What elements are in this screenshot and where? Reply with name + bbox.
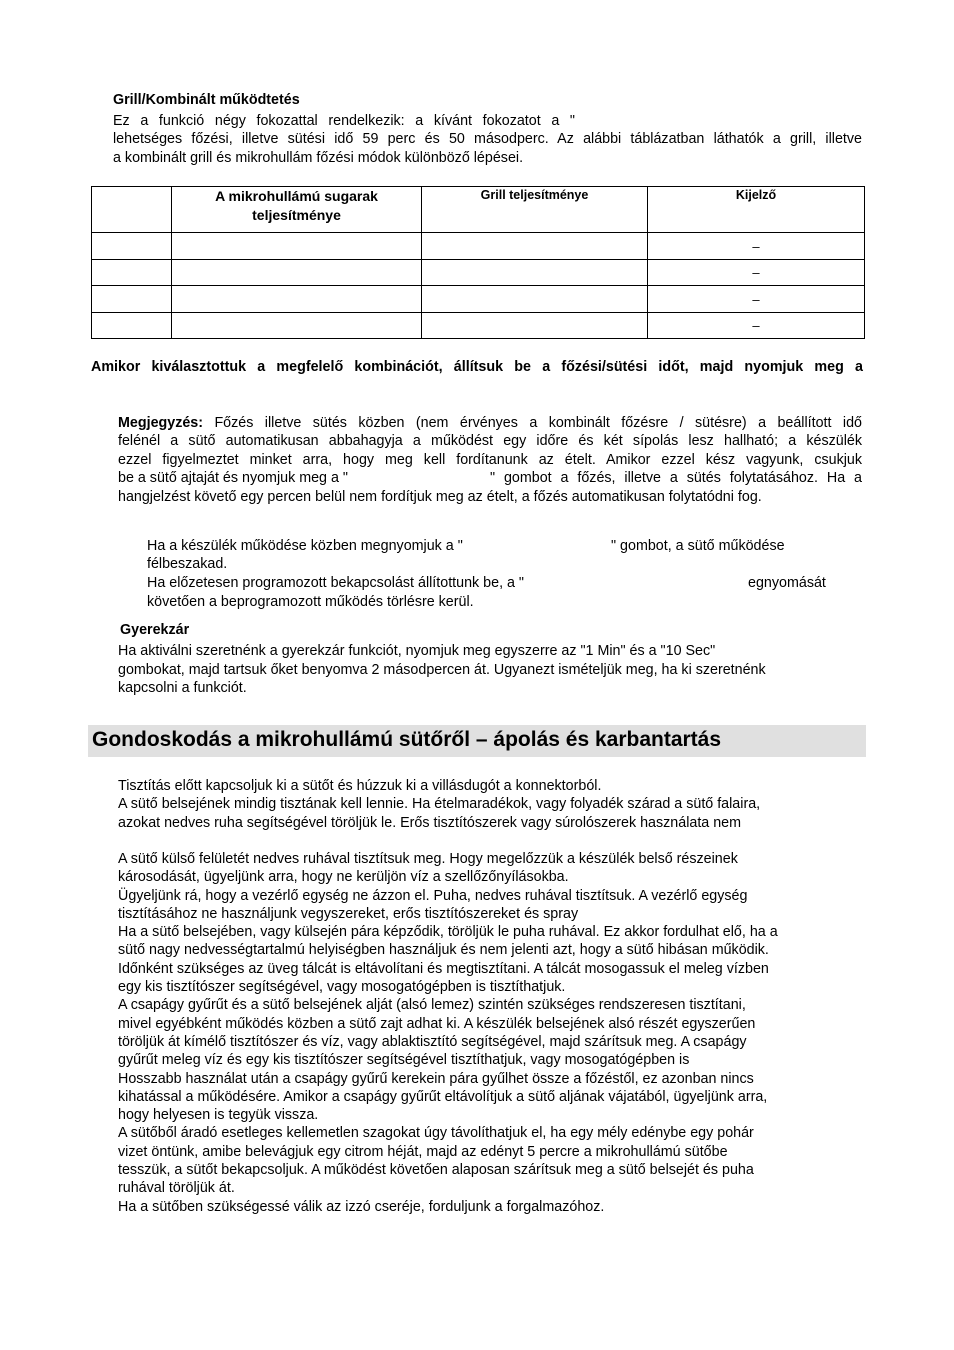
care-line: hogy helyesen is tegyük vissza. [118, 1107, 319, 1124]
care-paragraph-2 [118, 850, 778, 1216]
grill-intro-line-3: a kombinált grill és mikrohullám főzési módok különböző lépései. [113, 150, 524, 166]
care-line: ruhával töröljük át. [118, 1180, 235, 1197]
care-line: gyűrűt meleg víz és egy kis tisztítószer segítségével tisztíthatjuk, vagy mosogatógépben is [118, 1052, 690, 1069]
care-line: tisztításához ne használjunk vegyszereket, erős tisztítószereket és spray [118, 905, 579, 922]
cancel-line-3b: egnyomását [748, 575, 826, 591]
child-lock-heading: Gyerekzár [120, 622, 190, 638]
table-cell [172, 286, 422, 313]
table-cell [422, 313, 648, 339]
table-cell [92, 233, 172, 260]
table-cell-display: – [648, 313, 865, 339]
grill-intro-line-1: Ez a funkció négy fokozattal rendelkezik: a kívánt fokozatot a " [113, 113, 575, 129]
care-line: Ügyeljünk rá, hogy a vezérlő egység ne ázzon el. Puha, nedves ruhával tisztítsuk. A vezérlő egység [118, 887, 748, 904]
table-cell [172, 233, 422, 260]
table-row [92, 286, 865, 313]
cancel-line-1a: Ha a készülék működése közben megnyomjuk a " [147, 538, 463, 554]
care-line: kihatással a működésére. Amikor a csapágy gyűrűt eltávolítjuk a sütő aljának vájatából, ügyeljünk arra, [118, 1088, 768, 1105]
care-line: károsodását, ügyeljünk arra, hogy ne kerüljön víz a szellőzőnyílásokba. [118, 869, 569, 886]
care-paragraph-1 [118, 777, 760, 832]
note-line-2: felénél a sütő automatikusan abbahagyja a működést egy időre és két sípolás lesz hallható; a készülék [118, 433, 862, 449]
table-header-grill-power: Grill teljesítménye [422, 187, 648, 233]
grill-heading: Grill/Kombinált működtetés [113, 92, 300, 108]
care-section-title: Gondoskodás a mikrohullámú sütőről – ápolás és karbantartás [92, 728, 722, 751]
table-header-row [92, 187, 865, 233]
table-header-microwave-power: A mikrohullámú sugarak teljesítménye [172, 187, 422, 233]
cancel-line-4: követően a beprogramozott működés törlésre kerül. [147, 594, 474, 610]
table-header-step [92, 187, 172, 233]
care-line: Időnként szükséges az üveg tálcát is eltávolítani és megtisztítani. A tálcát mosogassuk el meleg vízben [118, 960, 769, 977]
table-cell [92, 286, 172, 313]
care-line: azokat nedves ruha segítségével töröljük le. Erős tisztítószerek vagy súrolószerek használata nem [118, 814, 742, 831]
care-line: töröljük át kímélő tisztítószer és víz, vagy ablaktisztító segítségével, majd szárítsuk meg. A csapágy [118, 1033, 747, 1050]
care-line: mivel egyébként működés közben a sütő zajt adhat ki. A készülék belsejének alsó részét egyszerűen [118, 1015, 756, 1032]
table-row [92, 233, 865, 260]
note-line-5: hangjelzést követő egy percen belül nem fordítjuk meg az ételt, a főzés automatikusan folytatódni fog. [118, 489, 762, 505]
care-line: Tisztítás előtt kapcsoljuk ki a sütőt és húzzuk ki a villásdugót a konnektorból. [118, 778, 602, 794]
child-lock-line-2: gombokat, majd tartsuk őket benyomva 2 másodpercen át. Ugyanezt ismételjük meg, ha ki szeretnénk [118, 662, 766, 678]
table-row [92, 260, 865, 286]
combo-instruction: Amikor kiválasztottuk a megfelelő kombinációt, állítsuk be a főzési/sütési időt, majd nyomjuk meg a [91, 359, 863, 375]
table-cell-display: – [648, 286, 865, 313]
cancel-line-3a: Ha előzetesen programozott bekapcsolást állítottunk be, a " [147, 575, 525, 591]
grill-intro-line-2: lehetséges főzési, illetve sütési idő 59 perc és 50 másodperc. Az alábbi táblázatban láthatók a grill, illetve [113, 131, 862, 147]
care-line: Hosszabb használat után a csapágy gyűrű kerekein pára gyűlhet össze a főzéstől, ez azonban nincs [118, 1070, 754, 1087]
child-lock-line-1: Ha aktiválni szeretnénk a gyerekzár funkciót, nyomjuk meg egyszerre az "1 Min" és a "10 Sec" [118, 643, 716, 659]
care-line: egy kis tisztítószer segítségével, vagy mosogatógépben is tisztíthatjuk. [118, 979, 566, 996]
table-cell-display: – [648, 260, 865, 286]
table-cell [422, 233, 648, 260]
note-text: Főzés illetve sütés közben (nem érvényes a kombinált főzésre / sütésre) a beállított idő [203, 415, 862, 431]
care-line: vizet öntünk, amibe belevágjuk egy citrom héját, majd az edényt 5 percre a mikrohullámú sütőbe [118, 1143, 728, 1160]
table-header-display: Kijelző [648, 187, 865, 233]
table-cell [92, 313, 172, 339]
care-line: A sütőből áradó esetleges kellemetlen szagokat úgy távolíthatjuk el, ha egy mély edénybe egy pohár [118, 1125, 754, 1142]
table-cell [92, 260, 172, 286]
care-line: sütő nagy nedvességtartalmú helyiségben használjuk és nem jelenti azt, hogy a sütő hibásan működik. [118, 942, 769, 959]
cancel-line-1b: " gombot, a sütő működése [611, 538, 785, 554]
care-line: A sütő külső felületét nedves ruhával tisztítsuk meg. Hogy megelőzzük a készülék belső részeinek [118, 851, 738, 867]
table-cell [422, 260, 648, 286]
care-line: A csapágy gyűrűt és a sütő belsejének alját (alsó lemez) szintén szükséges rendszeresen tisztítani, [118, 997, 746, 1014]
note-line-1 [118, 414, 862, 432]
table-cell [172, 313, 422, 339]
note-label: Megjegyzés: [118, 415, 204, 431]
care-line: Ha a sütő belsejében, vagy külsején pára képződik, töröljük le puha ruhával. Ez akkor fordulhat elő, ha a [118, 924, 778, 941]
note-line-3: ezzel figyelmeztet minket arra, hogy meg kell fordítanunk az ételt. Amikor ezzel kész vagyunk, csukjuk [118, 452, 862, 468]
table-cell [172, 260, 422, 286]
grill-power-table [91, 186, 865, 339]
note-line-4b: " gombot a főzés, illetve a sütés folytatásához. Ha a [490, 470, 862, 486]
note-line-4a: be a sütő ajtaját és nyomjuk meg a " [118, 470, 348, 486]
care-line: tesszük, a sütőt bekapcsoljuk. A működést követően alaposan szárítsuk meg a sütő belsejét és puha [118, 1162, 754, 1179]
care-line: A sütő belsejének mindig tisztának kell lennie. Ha ételmaradékok, vagy folyadék szárad a sütő falaira, [118, 796, 761, 813]
table-row [92, 313, 865, 339]
cancel-line-2: félbeszakad. [147, 556, 228, 572]
child-lock-line-3: kapcsolni a funkciót. [118, 680, 247, 696]
table-cell [422, 286, 648, 313]
care-line: Ha a sütőben szükségessé válik az izzó cseréje, forduljunk a forgalmazóhoz. [118, 1198, 605, 1215]
table-cell-display: – [648, 233, 865, 260]
